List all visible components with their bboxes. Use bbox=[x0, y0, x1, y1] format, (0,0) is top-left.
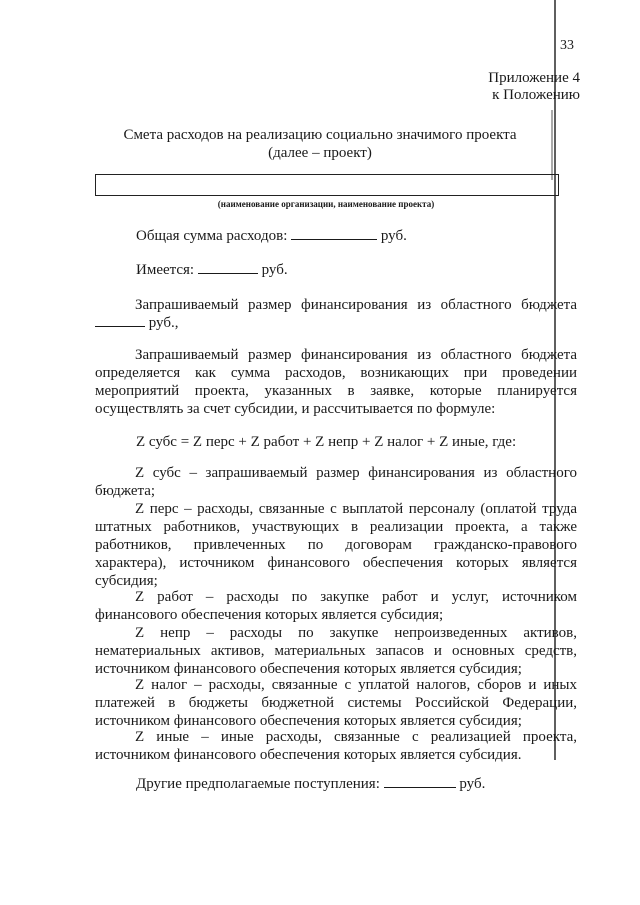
other-income-unit: руб. bbox=[459, 776, 486, 792]
definition-z-nepr: Z непр – расходы по закупке непроизведенных активов, нематериальных активов, материальных запасов и основных средств, источником финансового обеспечения которых является субсидия; bbox=[95, 625, 577, 677]
appendix-line-2: к Положению bbox=[492, 87, 580, 103]
funding-formula: Z субс = Z перс + Z работ + Z непр + Z налог + Z иные, где: bbox=[136, 434, 517, 450]
other-income-row bbox=[136, 776, 485, 793]
organization-name-field[interactable] bbox=[95, 174, 559, 196]
title-line-2: (далее – проект) bbox=[268, 145, 372, 161]
appendix-header bbox=[488, 70, 580, 104]
name-field-caption: (наименование организации, наименование проекта) bbox=[217, 199, 435, 209]
title-line-1: Смета расходов на реализацию социально значимого проекта bbox=[123, 127, 517, 143]
explanation-paragraph: Запрашиваемый размер финансирования из областного бюджета определяется как сумма расходов, возникающих при проведении мероприятий проекта, указанных в заявке, которые планируется осуществлять за счет субсидии, и рассчитывается по формуле: bbox=[95, 347, 577, 417]
total-expenses-unit: руб. bbox=[380, 228, 407, 244]
requested-funding-blank[interactable] bbox=[95, 326, 145, 327]
requested-funding-unit: руб., bbox=[148, 315, 179, 331]
total-expenses-label: Общая сумма расходов: bbox=[136, 228, 288, 244]
page-number: 33 bbox=[560, 38, 574, 53]
definition-z-pers: Z перс – расходы, связанные с выплатой персоналу (оплатой труда штатных работников, участвующих в реализации проекта, а также работников, привлеченных по договорам гражданско-правового характера), источником финансового обеспечения которых является субсидия; bbox=[95, 501, 577, 589]
requested-funding-paragraph bbox=[95, 296, 577, 332]
definition-z-inye: Z иные – иные расходы, связанные с реализацией проекта, источником финансового обеспечения которых является субсидия. bbox=[95, 729, 577, 763]
definition-z-nalog: Z налог – расходы, связанные с уплатой налогов, сборов и иных платежей в бюджеты бюджетной системы Российской Федерации, источником финансового обеспечения которых является субсидия; bbox=[95, 677, 577, 729]
document-title bbox=[110, 126, 530, 162]
scan-artifact-line-faint bbox=[551, 110, 553, 180]
available-unit: руб. bbox=[261, 262, 288, 278]
requested-funding-text: Запрашиваемый размер финансирования из областного бюджета bbox=[135, 297, 577, 313]
available-row bbox=[136, 262, 288, 279]
available-blank[interactable] bbox=[198, 273, 258, 274]
available-label: Имеется: bbox=[136, 262, 195, 278]
total-expenses-blank[interactable] bbox=[291, 239, 377, 240]
total-expenses-row bbox=[136, 228, 407, 245]
other-income-blank[interactable] bbox=[384, 787, 456, 788]
other-income-label: Другие предполагаемые поступления: bbox=[136, 776, 380, 792]
appendix-line-1: Приложение 4 bbox=[488, 70, 580, 86]
definition-z-rabot: Z работ – расходы по закупке работ и услуг, источником финансового обеспечения которых является субсидия; bbox=[95, 589, 577, 623]
definition-z-subs: Z субс – запрашиваемый размер финансирования из областного бюджета; bbox=[95, 465, 577, 499]
